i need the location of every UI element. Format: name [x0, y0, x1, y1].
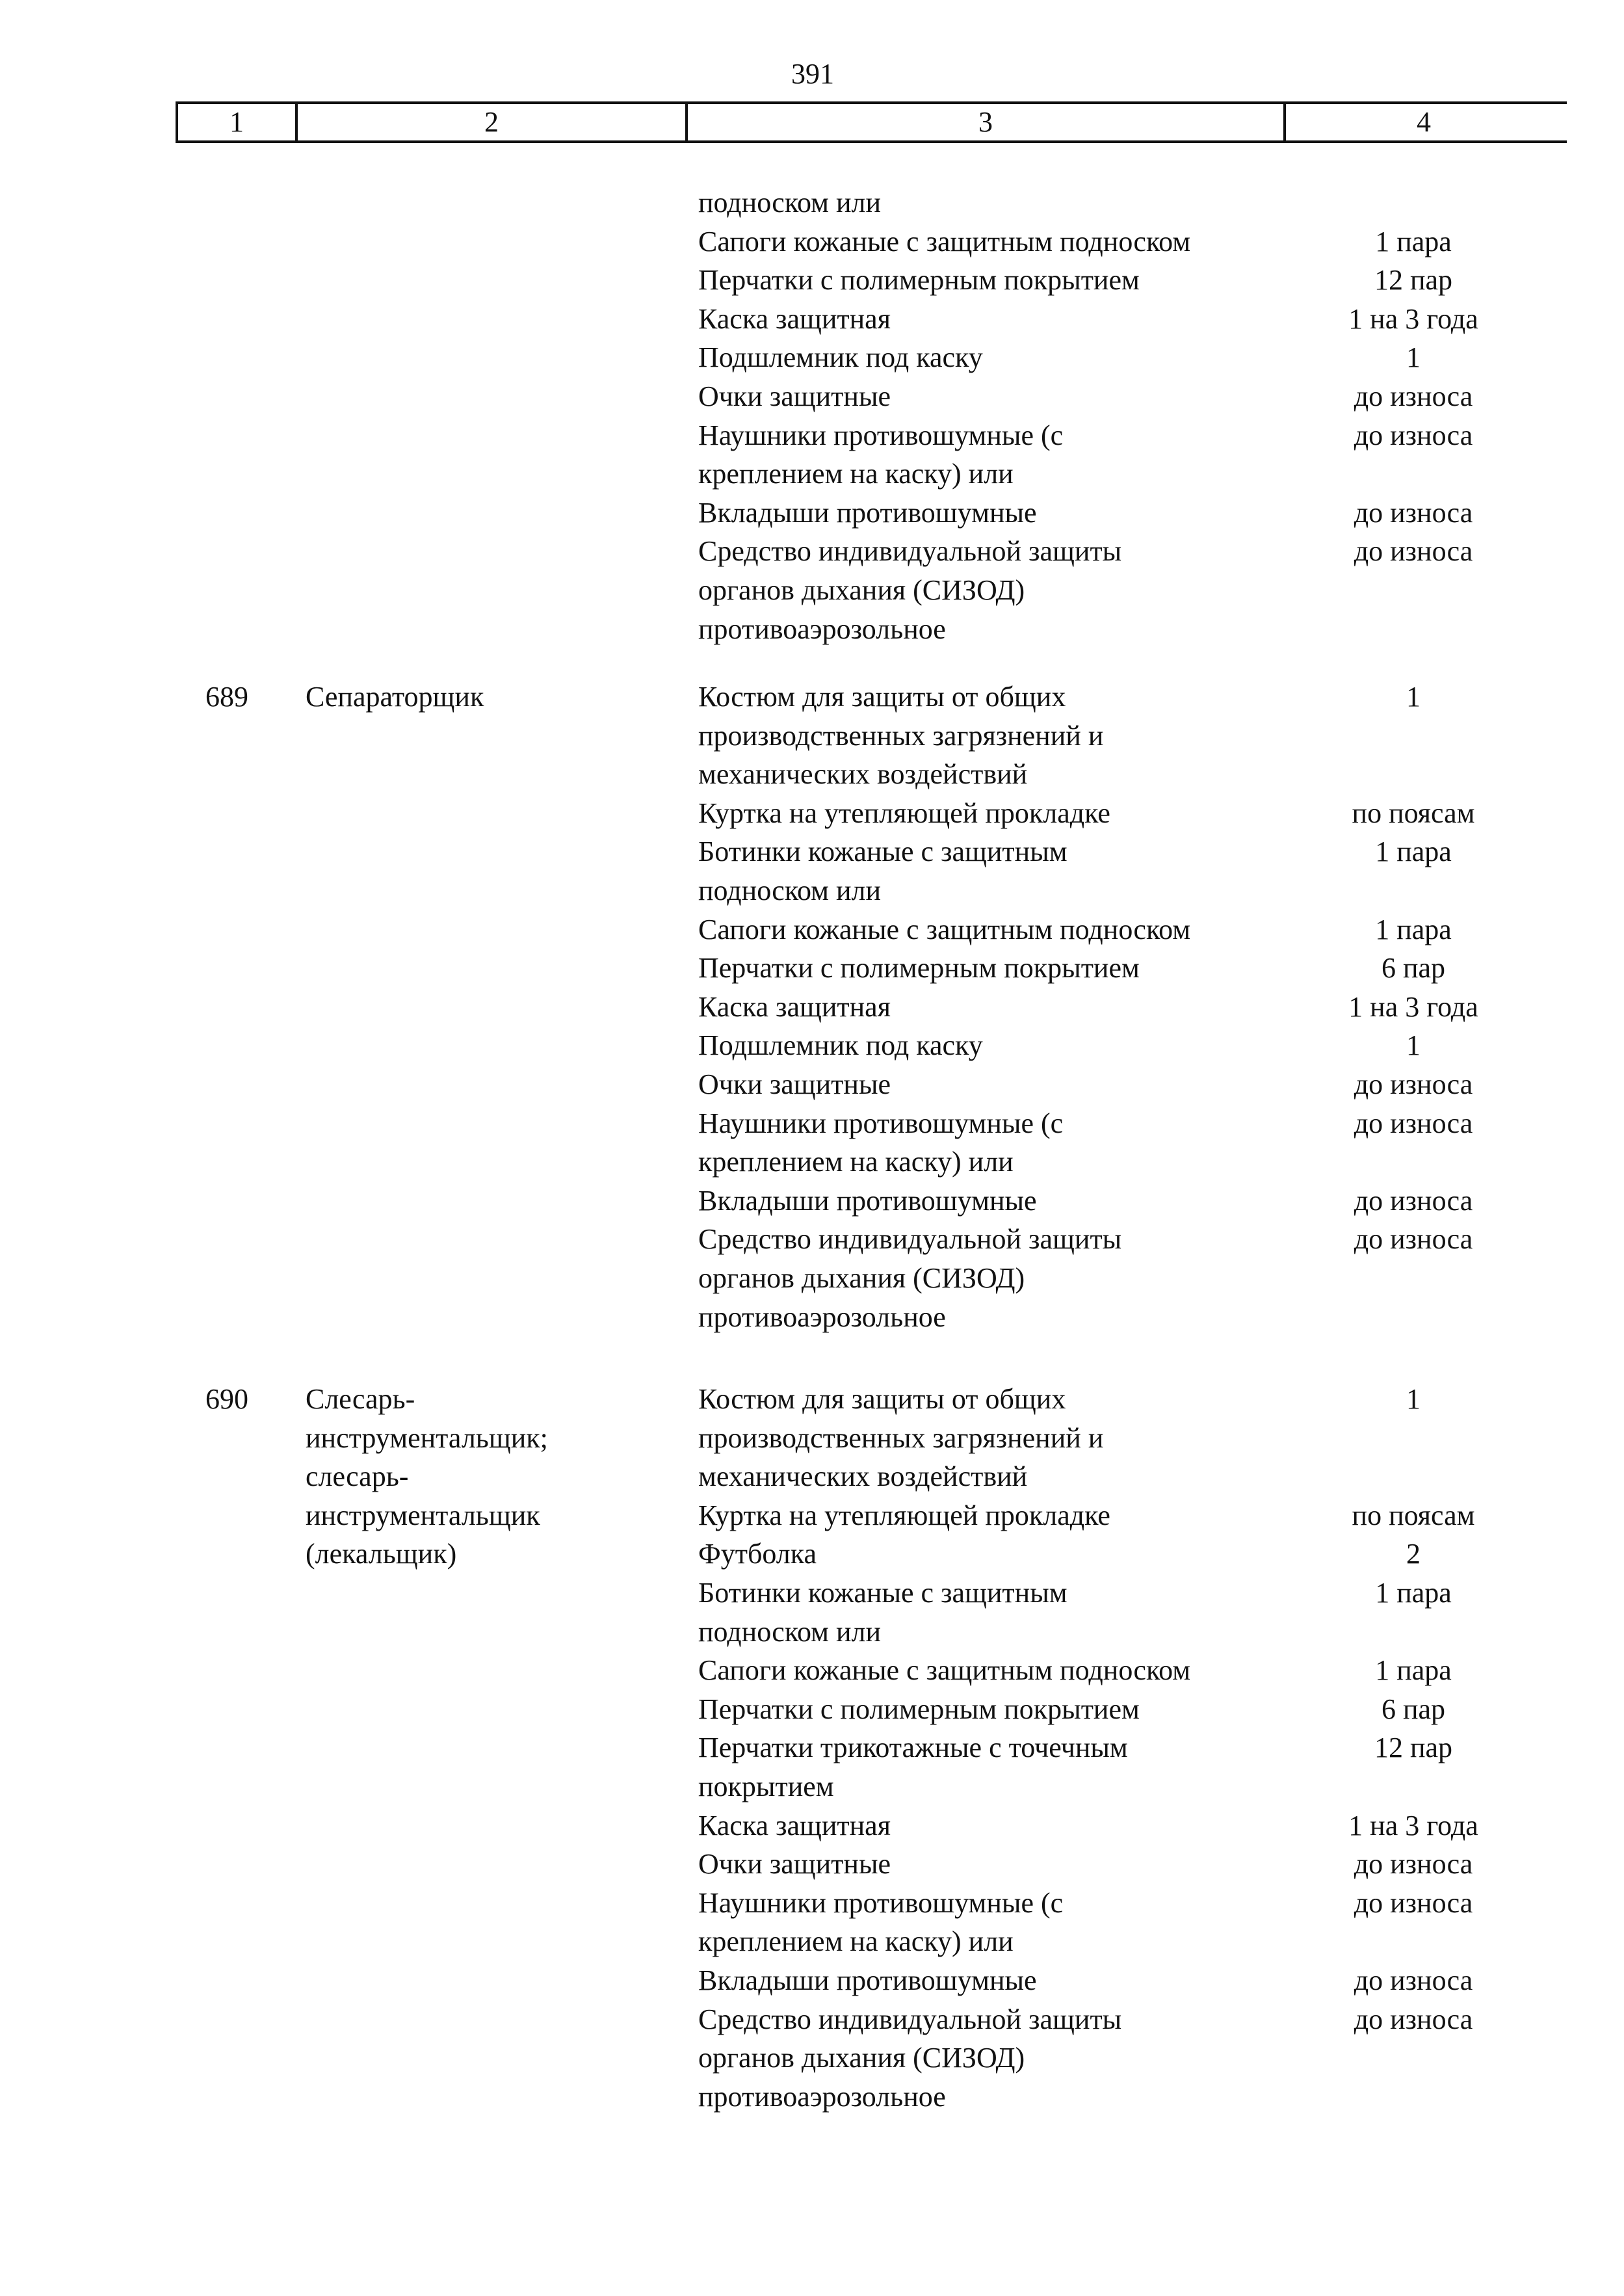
ppe-item-name [698, 794, 1296, 833]
ppe-item-name-line: производственных загрязнений и [698, 1421, 1104, 1454]
ppe-item [698, 1728, 1517, 1806]
ppe-item [698, 1220, 1517, 1336]
ppe-item-name-line: Наушники противошумные (с [698, 1886, 1064, 1919]
ppe-item-norm: 1 [1406, 1029, 1421, 1062]
ppe-item-name-line: Сапоги кожаные с защитным подноском [698, 913, 1191, 945]
ppe-item-norm: до износа [1354, 2003, 1473, 2035]
header-col-3: 3 [978, 106, 993, 138]
ppe-item [698, 2000, 1517, 2117]
ppe-item-norm: 12 пар [1374, 1732, 1453, 1764]
ppe-item-list [698, 678, 1517, 1336]
ppe-item-norm: 6 пар [1381, 952, 1446, 984]
ppe-item-norm: 6 пар [1381, 1693, 1446, 1725]
ppe-item-name-line: Футболка [698, 1538, 817, 1570]
ppe-item-norm: 1 [1406, 1383, 1421, 1415]
ppe-item [698, 1535, 1517, 1574]
job-title-line: инструментальщик [306, 1499, 540, 1531]
ppe-item-name-line: подноском или [698, 874, 882, 906]
ppe-item-name-line: Костюм для защиты от общих [698, 1383, 1066, 1415]
ppe-item [698, 222, 1517, 261]
ppe-item [698, 1065, 1517, 1104]
ppe-item [698, 532, 1517, 648]
ppe-item-name-line: Наушники противошумные (с [698, 1107, 1064, 1139]
ppe-item-norm: 1 пара [1375, 1576, 1452, 1609]
ppe-item-name-line: покрытием [698, 1770, 834, 1802]
ppe-item-norm: 1 пара [1375, 913, 1452, 945]
ppe-item-name [698, 1884, 1296, 1961]
ppe-item-name-line: Вкладыши противошумные [698, 1184, 1037, 1217]
ppe-item-list [698, 1380, 1517, 2116]
ppe-item-name-line: Очки защитные [698, 1848, 891, 1880]
ppe-item-name-line: Перчатки с полимерным покрытием [698, 1693, 1140, 1725]
job-title-line: (лекальщик) [306, 1538, 457, 1570]
ppe-item-name [698, 1806, 1296, 1845]
ppe-item-name [698, 222, 1296, 261]
ppe-item-name [698, 532, 1296, 648]
ppe-item [698, 338, 1517, 377]
job-title [306, 1380, 644, 1574]
header-col-4: 4 [1417, 106, 1431, 138]
ppe-item-name-line: Костюм для защиты от общих [698, 681, 1066, 713]
ppe-item-name [698, 183, 1296, 222]
ppe-item [698, 261, 1517, 300]
ppe-item-name [698, 1104, 1296, 1181]
ppe-item [698, 910, 1517, 949]
ppe-item [698, 988, 1517, 1027]
ppe-item-name [698, 377, 1296, 416]
job-title-line: Сепараторщик [306, 681, 484, 713]
ppe-item [698, 794, 1517, 833]
ppe-item-name [698, 1496, 1296, 1535]
ppe-item-name [698, 1961, 1296, 2000]
ppe-item-name-line: противоаэрозольное [698, 1300, 946, 1333]
ppe-item [698, 1690, 1517, 1729]
ppe-item-norm: 1 [1406, 681, 1421, 713]
ppe-item-name-line: Средство индивидуальной защиты [698, 2003, 1122, 2035]
job-title-line: инструментальщик; [306, 1421, 548, 1454]
ppe-item-norm: 1 пара [1375, 225, 1452, 257]
ppe-item [698, 1574, 1517, 1651]
ppe-item-norm: 1 на 3 года [1348, 990, 1478, 1023]
ppe-item-name [698, 1380, 1296, 1496]
ppe-item-name [698, 261, 1296, 300]
ppe-item-norm: 12 пар [1374, 264, 1453, 297]
ppe-item-name-line: Ботинки кожаные с защитным [698, 836, 1067, 868]
ppe-item-name-line: Средство индивидуальной защиты [698, 1223, 1122, 1256]
ppe-item-name [698, 1220, 1296, 1336]
ppe-item-name [698, 416, 1296, 494]
ppe-item-name-line: Сапоги кожаные с защитным подноском [698, 225, 1191, 257]
row-number: 690 [205, 1383, 248, 1415]
ppe-item-name-line: креплением на каску) или [698, 458, 1014, 490]
ppe-item [698, 1806, 1517, 1845]
ppe-item-name [698, 1026, 1296, 1065]
ppe-item-name-line: Средство индивидуальной защиты [698, 535, 1122, 568]
row-number: 689 [205, 681, 248, 713]
ppe-item [698, 1884, 1517, 1961]
ppe-item [698, 949, 1517, 988]
ppe-item-name-line: Каска защитная [698, 302, 891, 335]
ppe-item-name [698, 300, 1296, 339]
ppe-item-name-line: Наушники противошумные (с [698, 419, 1064, 451]
ppe-item-name-line: органов дыхания (СИЗОД) [698, 2042, 1025, 2074]
ppe-item-name [698, 1181, 1296, 1221]
ppe-item-norm: 1 на 3 года [1348, 1809, 1478, 1841]
ppe-item-norm: до износа [1354, 1223, 1473, 1256]
ppe-item-name-line: механических воздействий [698, 758, 1028, 791]
ppe-item-name-line: Подшлемник под каску [698, 1029, 983, 1062]
ppe-item [698, 416, 1517, 494]
ppe-item [698, 494, 1517, 533]
ppe-item-norm: до износа [1354, 1964, 1473, 1996]
ppe-item-norm: до износа [1354, 1068, 1473, 1100]
ppe-item-norm: до износа [1354, 380, 1473, 412]
ppe-item-norm: до износа [1354, 496, 1473, 529]
job-title [306, 678, 644, 717]
ppe-item-norm: 1 на 3 года [1348, 302, 1478, 335]
ppe-item-name [698, 988, 1296, 1027]
ppe-item-name [698, 1574, 1296, 1651]
ppe-item-list [698, 183, 1517, 648]
ppe-item-name [698, 949, 1296, 988]
ppe-item-name-line: Перчатки трикотажные с точечным [698, 1732, 1128, 1764]
ppe-item-norm: до износа [1354, 1848, 1473, 1880]
ppe-item-name-line: производственных загрязнений и [698, 719, 1104, 752]
ppe-item-norm: 1 пара [1375, 1654, 1452, 1687]
ppe-item-norm: до износа [1354, 1107, 1473, 1139]
ppe-item-name [698, 1651, 1296, 1690]
ppe-item-name-line: противоаэрозольное [698, 2080, 946, 2113]
ppe-item [698, 1496, 1517, 1535]
ppe-item-norm: по поясам [1352, 797, 1475, 829]
ppe-item-norm: 1 пара [1375, 836, 1452, 868]
ppe-item-norm: до износа [1354, 535, 1473, 568]
ppe-item-name-line: Очки защитные [698, 380, 891, 412]
ppe-item-name [698, 2000, 1296, 2117]
ppe-item-name-line: органов дыхания (СИЗОД) [698, 1261, 1025, 1294]
ppe-item-name [698, 338, 1296, 377]
ppe-item-name [698, 1845, 1296, 1884]
ppe-item [698, 183, 1517, 222]
ppe-item-norm: по поясам [1352, 1499, 1475, 1531]
ppe-item [698, 300, 1517, 339]
ppe-item-norm: 1 [1406, 341, 1421, 374]
ppe-item [698, 1104, 1517, 1181]
ppe-item-name [698, 1690, 1296, 1729]
ppe-item [698, 377, 1517, 416]
ppe-item-name-line: Вкладыши противошумные [698, 1964, 1037, 1996]
ppe-item-name-line: креплением на каску) или [698, 1146, 1014, 1178]
ppe-item-name-line: Перчатки с полимерным покрытием [698, 952, 1140, 984]
ppe-item-name-line: подноском или [698, 187, 882, 218]
ppe-item [698, 1961, 1517, 2000]
ppe-item-name-line: Ботинки кожаные с защитным [698, 1576, 1067, 1609]
header-col-1: 1 [229, 106, 244, 138]
ppe-item-name [698, 678, 1296, 794]
header-col-2: 2 [484, 106, 499, 138]
ppe-item-name-line: Куртка на утепляющей прокладке [698, 1499, 1110, 1531]
ppe-item-name-line: Подшлемник под каску [698, 341, 983, 374]
job-title-line: слесарь- [306, 1460, 409, 1493]
ppe-item [698, 678, 1517, 794]
table-header-row [176, 101, 1567, 143]
ppe-item-norm: 2 [1406, 1538, 1421, 1570]
ppe-item-name-line: креплением на каску) или [698, 1925, 1014, 1958]
ppe-item-name-line: подноском или [698, 1615, 882, 1648]
ppe-item-name-line: механических воздействий [698, 1460, 1028, 1493]
ppe-item-name-line: органов дыхания (СИЗОД) [698, 574, 1025, 606]
ppe-item-name-line: Каска защитная [698, 1809, 891, 1841]
ppe-item [698, 1845, 1517, 1884]
ppe-item-name [698, 1728, 1296, 1806]
page-number: 391 [791, 58, 834, 90]
ppe-item-name-line: Куртка на утепляющей прокладке [698, 797, 1110, 829]
job-title-line: Слесарь- [306, 1383, 415, 1415]
ppe-item [698, 1651, 1517, 1690]
ppe-item-name [698, 832, 1296, 910]
ppe-item-name-line: Каска защитная [698, 990, 891, 1023]
ppe-item-norm: до износа [1354, 1886, 1473, 1919]
ppe-item-name-line: противоаэрозольное [698, 613, 946, 645]
ppe-item-name-line: Перчатки с полимерным покрытием [698, 264, 1140, 297]
ppe-item-name [698, 494, 1296, 533]
ppe-item-name-line: Очки защитные [698, 1068, 891, 1100]
ppe-item-name [698, 910, 1296, 949]
ppe-item [698, 1380, 1517, 1496]
ppe-item [698, 1026, 1517, 1065]
ppe-item-norm: до износа [1354, 1184, 1473, 1217]
ppe-item [698, 1181, 1517, 1221]
ppe-item [698, 832, 1517, 910]
ppe-item-norm: до износа [1354, 419, 1473, 451]
ppe-item-name [698, 1065, 1296, 1104]
ppe-item-name-line: Вкладыши противошумные [698, 496, 1037, 529]
ppe-item-name [698, 1535, 1296, 1574]
ppe-item-name-line: Сапоги кожаные с защитным подноском [698, 1654, 1191, 1687]
